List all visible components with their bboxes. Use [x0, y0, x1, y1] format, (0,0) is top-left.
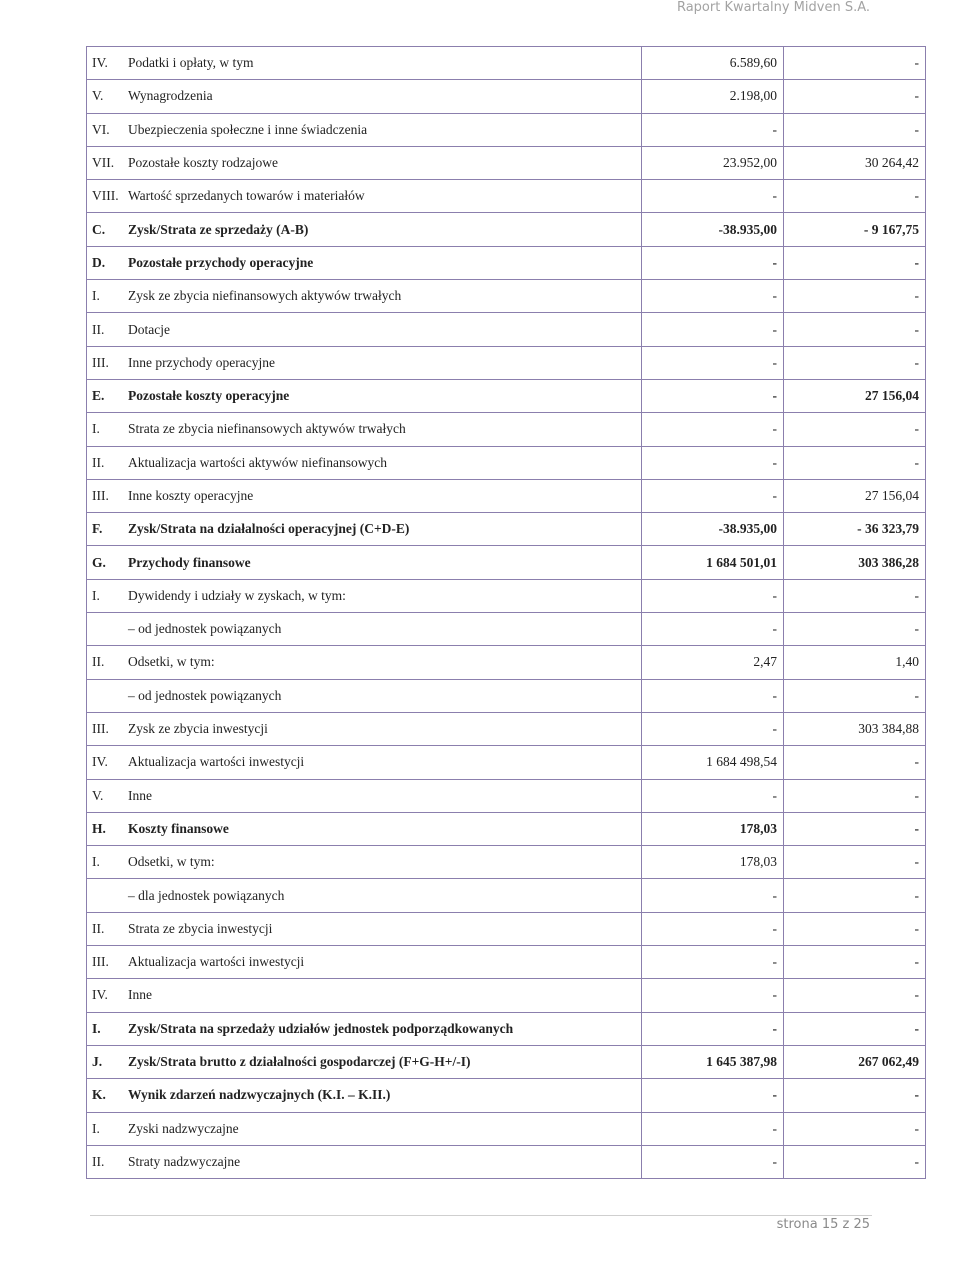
row-label: Wartość sprzedanych towarów i materiałów: [123, 180, 642, 213]
row-number: II.: [87, 446, 124, 479]
row-value-previous: -: [784, 1112, 926, 1145]
row-value-previous: - 9 167,75: [784, 213, 926, 246]
row-label: Pozostałe przychody operacyjne: [123, 246, 642, 279]
row-value-previous: 303 384,88: [784, 712, 926, 745]
row-number: V.: [87, 779, 124, 812]
row-label: Aktualizacja wartości aktywów niefinansowych: [123, 446, 642, 479]
row-number: I.: [87, 280, 124, 313]
row-number: II.: [87, 646, 124, 679]
table-row: [87, 613, 926, 646]
row-value-current: -: [642, 879, 784, 912]
row-number: VIII.: [87, 180, 124, 213]
row-number: IV.: [87, 746, 124, 779]
table-row: [87, 846, 926, 879]
row-label: Strata ze zbycia niefinansowych aktywów trwałych: [123, 413, 642, 446]
row-value-current: -: [642, 1012, 784, 1045]
row-number: D.: [87, 246, 124, 279]
table-row: [87, 246, 926, 279]
row-number: I.: [87, 413, 124, 446]
row-value-previous: 1,40: [784, 646, 926, 679]
row-label: Inne: [123, 979, 642, 1012]
row-value-current: -38.935,00: [642, 513, 784, 546]
row-value-current: -: [642, 246, 784, 279]
table-row: [87, 712, 926, 745]
row-number: V.: [87, 80, 124, 113]
row-value-previous: 267 062,49: [784, 1045, 926, 1078]
row-value-current: -: [642, 346, 784, 379]
table-row: [87, 479, 926, 512]
row-value-previous: -: [784, 313, 926, 346]
table-row: [87, 1145, 926, 1178]
row-value-previous: -: [784, 446, 926, 479]
row-value-current: -: [642, 313, 784, 346]
table-row: [87, 779, 926, 812]
row-label: – od jednostek powiązanych: [123, 613, 642, 646]
table-row: [87, 346, 926, 379]
row-number: IV.: [87, 47, 124, 80]
table-row: [87, 113, 926, 146]
row-number: I.: [87, 1012, 124, 1045]
row-number: III.: [87, 946, 124, 979]
row-value-current: -: [642, 413, 784, 446]
row-value-current: -: [642, 912, 784, 945]
row-number: E.: [87, 379, 124, 412]
row-value-current: -: [642, 479, 784, 512]
table-row: [87, 579, 926, 612]
row-value-previous: -: [784, 180, 926, 213]
row-label: Zysk ze zbycia niefinansowych aktywów trwałych: [123, 280, 642, 313]
table-row: [87, 1079, 926, 1112]
financial-table-container: [86, 46, 919, 1179]
table-row: [87, 1012, 926, 1045]
row-label: Pozostałe koszty rodzajowe: [123, 146, 642, 179]
table-row: [87, 879, 926, 912]
row-number: H.: [87, 812, 124, 845]
row-value-current: -: [642, 446, 784, 479]
row-label: Inne koszty operacyjne: [123, 479, 642, 512]
row-value-current: 2.198,00: [642, 80, 784, 113]
row-number: I.: [87, 1112, 124, 1145]
row-value-current: -: [642, 1079, 784, 1112]
row-number: III.: [87, 479, 124, 512]
table-row: [87, 746, 926, 779]
row-value-current: 23.952,00: [642, 146, 784, 179]
row-value-previous: -: [784, 812, 926, 845]
table-row: [87, 679, 926, 712]
row-number: IV.: [87, 979, 124, 1012]
row-value-previous: -: [784, 47, 926, 80]
row-number: I.: [87, 579, 124, 612]
page-header: Raport Kwartalny Midven S.A.: [676, 0, 870, 15]
row-value-current: 6.589,60: [642, 47, 784, 80]
row-label: Inne przychody operacyjne: [123, 346, 642, 379]
row-number: C.: [87, 213, 124, 246]
row-value-current: -: [642, 946, 784, 979]
row-value-current: -: [642, 280, 784, 313]
row-value-current: 178,03: [642, 846, 784, 879]
row-value-previous: -: [784, 246, 926, 279]
row-number: I.: [87, 846, 124, 879]
row-value-current: -: [642, 712, 784, 745]
row-number: [87, 613, 124, 646]
row-value-current: -: [642, 379, 784, 412]
row-value-previous: 27 156,04: [784, 379, 926, 412]
footer-divider: [90, 1215, 872, 1216]
row-value-previous: -: [784, 879, 926, 912]
row-value-previous: 27 156,04: [784, 479, 926, 512]
row-value-previous: -: [784, 280, 926, 313]
row-value-current: -: [642, 1145, 784, 1178]
row-value-previous: -: [784, 1079, 926, 1112]
row-label: Odsetki, w tym:: [123, 646, 642, 679]
row-value-current: 178,03: [642, 812, 784, 845]
table-row: [87, 213, 926, 246]
table-row: [87, 1112, 926, 1145]
row-label: Zyski nadzwyczajne: [123, 1112, 642, 1145]
row-number: [87, 879, 124, 912]
row-value-previous: -: [784, 779, 926, 812]
row-number: F.: [87, 513, 124, 546]
table-row: [87, 646, 926, 679]
row-label: Wynagrodzenia: [123, 80, 642, 113]
table-row: [87, 513, 926, 546]
table-row: [87, 280, 926, 313]
row-label: Aktualizacja wartości inwestycji: [123, 746, 642, 779]
row-value-previous: -: [784, 1145, 926, 1178]
row-value-current: -: [642, 613, 784, 646]
table-row: [87, 979, 926, 1012]
row-label: Odsetki, w tym:: [123, 846, 642, 879]
row-value-previous: -: [784, 346, 926, 379]
row-value-previous: -: [784, 613, 926, 646]
row-label: Straty nadzwyczajne: [123, 1145, 642, 1178]
row-label: Dotacje: [123, 313, 642, 346]
row-value-current: 1 684 498,54: [642, 746, 784, 779]
row-label: Zysk/Strata na działalności operacyjnej (C+D-E): [123, 513, 642, 546]
row-number: III.: [87, 346, 124, 379]
row-value-previous: -: [784, 113, 926, 146]
row-label: Inne: [123, 779, 642, 812]
table-body: [87, 47, 926, 1179]
row-label: Koszty finansowe: [123, 812, 642, 845]
table-row: [87, 146, 926, 179]
row-label: Strata ze zbycia inwestycji: [123, 912, 642, 945]
row-number: II.: [87, 313, 124, 346]
row-value-previous: -: [784, 846, 926, 879]
row-label: Wynik zdarzeń nadzwyczajnych (K.I. – K.II.): [123, 1079, 642, 1112]
financial-table: [86, 46, 926, 1179]
row-label: Zysk ze zbycia inwestycji: [123, 712, 642, 745]
row-number: III.: [87, 712, 124, 745]
row-value-current: 2,47: [642, 646, 784, 679]
table-row: [87, 180, 926, 213]
row-value-current: -: [642, 1112, 784, 1145]
row-label: Pozostałe koszty operacyjne: [123, 379, 642, 412]
row-number: [87, 679, 124, 712]
table-row: [87, 47, 926, 80]
row-label: Zysk/Strata brutto z działalności gospodarczej (F+G-H+/-I): [123, 1045, 642, 1078]
row-value-previous: -: [784, 979, 926, 1012]
row-value-current: -: [642, 679, 784, 712]
table-row: [87, 1045, 926, 1078]
row-number: G.: [87, 546, 124, 579]
row-number: VI.: [87, 113, 124, 146]
row-number: J.: [87, 1045, 124, 1078]
row-number: K.: [87, 1079, 124, 1112]
table-row: [87, 912, 926, 945]
row-label: Aktualizacja wartości inwestycji: [123, 946, 642, 979]
row-label: Zysk/Strata na sprzedaży udziałów jednostek podporządkowanych: [123, 1012, 642, 1045]
table-row: [87, 946, 926, 979]
row-value-current: -: [642, 779, 784, 812]
row-label: Podatki i opłaty, w tym: [123, 47, 642, 80]
table-row: [87, 413, 926, 446]
row-label: Dywidendy i udziały w zyskach, w tym:: [123, 579, 642, 612]
page-number: strona 15 z 25: [776, 1217, 870, 1232]
row-label: Zysk/Strata ze sprzedaży (A-B): [123, 213, 642, 246]
table-row: [87, 379, 926, 412]
row-label: – od jednostek powiązanych: [123, 679, 642, 712]
row-number: II.: [87, 1145, 124, 1178]
table-row: [87, 546, 926, 579]
row-value-current: 1 645 387,98: [642, 1045, 784, 1078]
row-label: Przychody finansowe: [123, 546, 642, 579]
row-value-previous: -: [784, 912, 926, 945]
row-number: II.: [87, 912, 124, 945]
row-value-previous: -: [784, 413, 926, 446]
row-label: Ubezpieczenia społeczne i inne świadczenia: [123, 113, 642, 146]
row-value-previous: 303 386,28: [784, 546, 926, 579]
row-value-previous: -: [784, 679, 926, 712]
row-number: VII.: [87, 146, 124, 179]
row-value-previous: -: [784, 946, 926, 979]
row-value-previous: -: [784, 579, 926, 612]
table-row: [87, 80, 926, 113]
row-value-previous: -: [784, 80, 926, 113]
row-value-current: -: [642, 579, 784, 612]
row-value-current: -: [642, 180, 784, 213]
row-value-current: -: [642, 113, 784, 146]
row-value-current: -38.935,00: [642, 213, 784, 246]
row-label: – dla jednostek powiązanych: [123, 879, 642, 912]
row-value-previous: - 36 323,79: [784, 513, 926, 546]
row-value-previous: -: [784, 746, 926, 779]
row-value-previous: 30 264,42: [784, 146, 926, 179]
row-value-current: -: [642, 979, 784, 1012]
row-value-previous: -: [784, 1012, 926, 1045]
table-row: [87, 313, 926, 346]
table-row: [87, 446, 926, 479]
row-value-current: 1 684 501,01: [642, 546, 784, 579]
table-row: [87, 812, 926, 845]
